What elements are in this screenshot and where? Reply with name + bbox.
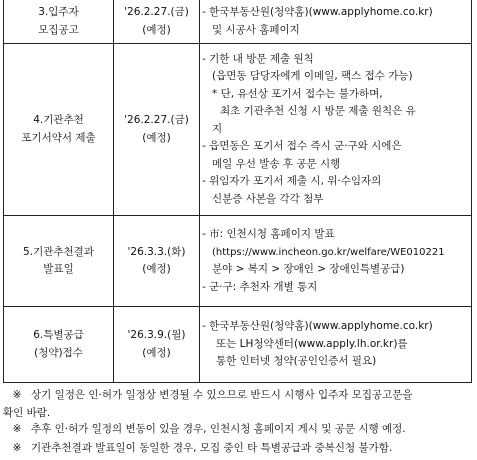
detail-line: 분야 > 복지 > 장애인 > 장애인특별공급) <box>212 263 405 275</box>
reference-mark: ※ <box>12 442 22 454</box>
detail-line: - 한국부동산원(청약홈)(www.applyhome.co.kr) <box>202 320 433 333</box>
detail-line: (https://www.incheon.go.kr/welfare/WE010221 <box>212 246 445 258</box>
detail-line: (읍면동 담당자에게 이메일, 팩스 접수 가능) <box>212 70 413 83</box>
detail-line: - 읍면동은 포기서 접수 즉시 군·구와 시에은 <box>202 140 402 153</box>
detail-line: - 기한 내 방문 제출 원칙 <box>202 52 314 65</box>
detail-line: 및 시공사 홈페이지 <box>212 23 300 36</box>
detail-line: - 市: 인천시청 홈페이지 발표 <box>202 228 335 240</box>
detail-line: 신분증 사본을 각각 첨부 <box>212 192 324 205</box>
date-value: '26.2.27.(금) <box>124 6 189 18</box>
note-text: 추후 인·허가 일정의 변동이 있을 경우, 인천시청 홈페이지 게시 및 공문 시행 예정. <box>31 423 406 435</box>
detail-line: 메일 우선 발송 후 공문 시행 <box>212 157 341 170</box>
detail-cell <box>200 44 472 216</box>
detail-line: - 한국부동산원(청약홈)(www.applyhome.co.kr) <box>202 6 433 18</box>
date-cell <box>114 0 200 44</box>
date-cell <box>114 44 200 216</box>
date-value: '26.3.9.(월) <box>127 329 186 341</box>
schedule-row <box>4 0 472 44</box>
item-label: (청약)접수 <box>34 346 83 359</box>
schedule-row <box>4 216 472 307</box>
detail-line: 통한 인터넷 청약(공인인증서 필요) <box>216 355 377 368</box>
schedule-row <box>4 307 472 383</box>
detail-cell <box>200 216 472 307</box>
detail-line: * 단, 유선상 포기서 접수는 불가하며, <box>212 87 383 100</box>
item-cell <box>4 307 114 383</box>
date-status: (예정) <box>142 23 171 36</box>
schedule-row <box>4 44 472 216</box>
item-label: 5.기관추천결과 <box>23 245 94 258</box>
note-item <box>3 420 473 439</box>
detail-cell <box>200 307 472 383</box>
date-value: '26.2.27.(금) <box>124 114 189 126</box>
reference-mark: ※ <box>12 389 22 401</box>
note-text: 상기 일정은 인·허가 일정상 변경될 수 있으므로 반드시 시행사 입주자 모집공고문을 <box>31 389 413 401</box>
note-text-continued: 확인 바람. <box>3 407 51 419</box>
item-cell <box>4 44 114 216</box>
note-item <box>3 439 473 458</box>
reference-mark: ※ <box>12 423 22 435</box>
date-status: (예정) <box>142 263 171 275</box>
date-status: (예정) <box>142 131 171 144</box>
detail-line: 또는 LH청약센터(www.apply.lh.or.kr)를 <box>216 337 408 350</box>
item-cell <box>4 216 114 307</box>
detail-line: - 위임자가 포기서 제출 시, 위·수임자의 <box>202 175 382 188</box>
detail-line: - 군·구: 추천자 개별 통지 <box>202 280 318 293</box>
date-status: (예정) <box>142 346 171 359</box>
date-cell <box>114 216 200 307</box>
detail-line: 지 <box>212 122 223 135</box>
item-cell <box>4 0 114 44</box>
date-value: '26.3.3.(화) <box>127 245 186 258</box>
item-label: 6.특별공급 <box>33 329 84 341</box>
item-label: 발표일 <box>43 263 74 275</box>
notes-section <box>3 386 473 458</box>
note-item <box>3 386 473 405</box>
item-label: 4.기관추천 <box>33 114 84 126</box>
detail-line: 최초 기관추천 신청 시 방문 제출 원칙은 유 <box>220 105 416 118</box>
item-label: 포기서약서 제출 <box>21 131 96 144</box>
date-cell <box>114 307 200 383</box>
item-label: 3.입주자 <box>38 6 79 18</box>
note-text: 기관추천결과 발표일이 동일한 경우, 모집 중인 타 특별공급과 중복신청 불가함. <box>31 442 393 454</box>
detail-cell <box>200 0 472 44</box>
item-label: 모집공고 <box>38 23 79 36</box>
schedule-table <box>3 0 472 383</box>
